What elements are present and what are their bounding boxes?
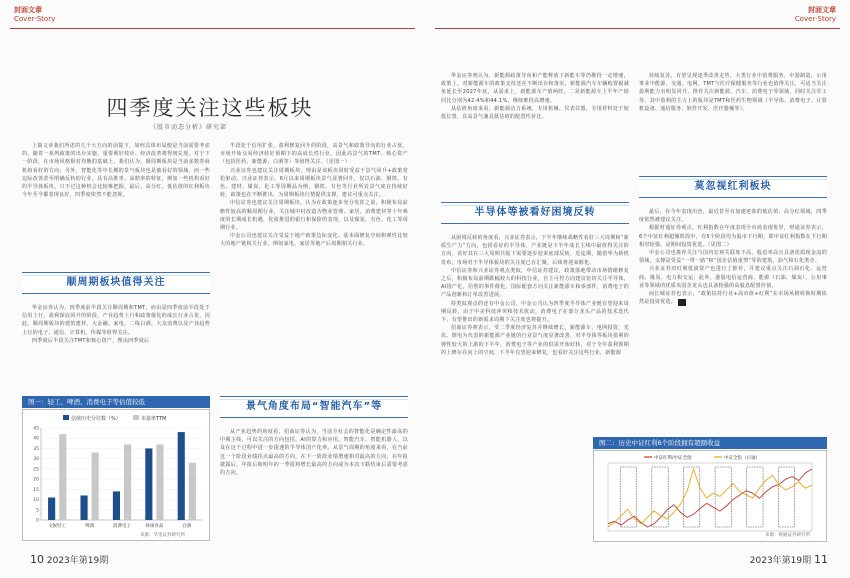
page-number: 11 xyxy=(814,553,828,566)
bar xyxy=(189,463,196,520)
y-tick-label: 5 xyxy=(36,508,39,514)
paragraph: 持续复苏，有望呈现逐季改善走势，大类行业中消费服务，中游制造，公用事业中能源、交通、电网，TMT与医疗保健服务等行业也值得关注，可适当关注盈利能力有明显回升，推荐关注新能源、汽车、消费电子等领域，同时关注军工等，其中盈利的主力上的板块是TMT和医药生物领域（半导体、消费电子、计算机设备、通信服务、软件开发、医疗器械等）。 xyxy=(639,73,827,112)
series-line xyxy=(608,469,812,527)
paragraph: 招商证券则表示，受二季度经济复苏并继续增长，新能源车，电网投资，光伏、锂电为代表的新能源产业链的行业景气度显著改善，对半导体等板块盈利的弹性较大的上游的下半年，消费电子等产业的供需开始好转，对于全年盈利预期的上修存在向上的空间，下半年有望迎来修复，也看好关注这些行业，新能源 xyxy=(441,325,629,356)
column-1-lower xyxy=(22,304,210,389)
figure-1-chart xyxy=(22,409,210,541)
paragraph: 兴业证券对红利低波资产也进行了推荐，并建议重点关注石油石化、运营商、煤炭、电力和交运；此外，港股电信运营商、能源（石油、煤炭）、公用事业等领域的优质央国企龙头也具备较强的高股息配置价值。 xyxy=(639,266,827,289)
end-mark: A xyxy=(678,299,686,306)
paragraph: 中信证券也建议关注周期板块，认为在政策逐步充分发挥之前，积极布局前瞻性较高的顺周期行业，关注城中村改造为物业管理、家居、消费建材等十年难度的长期成长机遇，化债推进的银行和保险的表现，以及煤炭、有色、化工等周期行业。 xyxy=(220,200,408,232)
paragraph: 从产业趋势的角度看，招商证券认为，当前全社会的智能化是确定性最高的中期主线，可以关注的方向包括，AI的算力和应用、智能汽车、智能机器人，以及在这个过程中进一步提速的半导体国产化率。从景气周期的角度来看，在当前这一个阶段业绩拐点最高的方向，在下一阶段业绩增速相对最高的方向，在年报披露后，年报后和明年的一季报将增长最高的方向或为本次下跌结束后需要考虑的方向。 xyxy=(220,429,408,477)
figure-2-chart xyxy=(593,450,827,542)
figure-1-source: 来源：华金证券研究所 xyxy=(140,533,185,538)
y-tick-label: 45 xyxy=(33,426,39,432)
right-page xyxy=(425,0,850,578)
issue-label: 2023年第19期 xyxy=(46,556,109,566)
highlight-period xyxy=(778,467,794,527)
legend-label: 中证全指（右轴） xyxy=(724,456,760,461)
section-heading: 半导体等被看好困境反转 xyxy=(441,202,629,224)
legend-label: 中证红利/中证全指 xyxy=(654,456,692,461)
article-byline: 《股市动态分析》研究部 xyxy=(150,124,228,131)
figure-2-source: 来源：财通证券研究所 xyxy=(765,533,810,538)
paragraph: 从估值角度来看，新能源动力系统，专用机械、仪表仪器，专用材料处于较低位置，具高景气兼具低估值的配置性价比。 xyxy=(441,105,629,121)
highlight-period xyxy=(715,467,731,527)
line-chart xyxy=(594,451,826,541)
x-tick-label: 消费电子 xyxy=(113,524,131,529)
x-tick-label: 啤酒 xyxy=(85,524,95,529)
paragraph: 持类似观点的还有中金公司，中金公司认为四季度半导体产业链有望迎来周期反转，由于中美科技冲突和技术扰动，消费电子在部分龙头产品的技术迭代下，有望推出的新需求周期下关注度也将提升。 xyxy=(441,300,629,324)
x-tick-label: 文娱轻工 xyxy=(48,524,67,529)
column-2-lower xyxy=(220,428,408,538)
legend-label: 估值历史分位数（%） xyxy=(71,416,121,422)
bar xyxy=(92,453,99,520)
y-tick-label: 20 xyxy=(33,477,39,483)
header-rule xyxy=(435,28,840,29)
paragraph: 最后，在今年表现出色，最近甚至有加速迹象的低估值、高分红领域，四季度依然被建议关注。 xyxy=(639,209,827,224)
section-name-en: Cover·Story xyxy=(14,15,56,23)
y-tick-label: 35 xyxy=(33,446,39,452)
paragraph: 中金公司也建议关注受益于地产政策边际变化、基本面修复空间和弹性比较大的地产链相关行业，例如家电、家居等地产后周期相关行业。 xyxy=(220,233,408,248)
figure-2-title: 图二：历史中证红利6个阶段拥有超额收益 xyxy=(593,437,827,449)
bar xyxy=(156,444,163,520)
paragraph: 华金证券认为，四季度前半段关注顺周期和TMT，而由是四季度前半段处于信用上行、盈利探底回升的阶段，产业趋势上行和政策催化的成长行业占优，因此，顺周期板块的建筑建材、大金融、家电、二线白酒、大众消费以及产业趋势上行的电子、通信、计算机、传媒等值得关注。 xyxy=(22,305,210,336)
series-line xyxy=(608,469,812,527)
column-3 xyxy=(441,72,629,182)
issue-label: 2023年第19期 xyxy=(749,556,812,566)
section-name: 封面文章 xyxy=(808,6,836,14)
bar xyxy=(124,444,131,520)
y-tick-label: 15 xyxy=(33,487,39,493)
bar xyxy=(145,448,152,520)
column-4-lower xyxy=(639,208,827,428)
paragraph-text: 而长城证券也表示，“政策扶持行业+高市值+红利”在市场风格转换时期依然是投资优选。 xyxy=(639,291,827,306)
section-heading: 景气角度布局“智能汽车”等 xyxy=(220,396,408,418)
paragraph: 中信证券和兴业证券观点类似，中信证券建议，政策落地带动市场情绪修复之后，积极布局前期跌幅较大的科技行业，自主可控方向建议密切关注半导体，AI国产化，信创的事件催化，国际配套方向关注新能源车和零部件，消费电子的产品创新和订单改善进展。 xyxy=(441,267,629,299)
figure-1-title: 图一：轻工、啤酒、消费电子等估值较低 xyxy=(22,396,210,408)
paragraph: 从困境反转的角度看，兴业证券表示，下半年继续战略性看好三大周期和“新质生产力”方向，包括看好的半导体，产业链是下半年成长主线中最值得关注的方向，看好其在三大周期共振下需要逐步迎来底部反转，近迄期，随着华为新机发布，市场对于半导体板块的关注度已在汇聚，后续将迎来催化。 xyxy=(441,235,629,266)
y-tick-label: 10 xyxy=(33,498,39,504)
legend-swatch xyxy=(63,415,69,420)
bar xyxy=(59,434,66,520)
y-tick-label: 30 xyxy=(33,457,39,463)
x-tick-label: 休闲食品 xyxy=(145,524,164,529)
bar xyxy=(48,498,55,520)
bar-chart xyxy=(23,410,209,540)
paragraph: 兴业证券也建议关注周期板块，理由是该板块同时受益于景气回升+政策宽松驱动。兴业证券表示，6月以来周期板块景气显著回升，仅以石油、钢铁、有色、建材、煤炭、化工等周期品为例，钢铁、有色等行业所处景气度在持续好转，政策也在不断推出，为周期板块行情提供支撑，建议可重点关注。 xyxy=(220,167,408,199)
bar xyxy=(80,495,87,520)
x-tick-label: 白酒 xyxy=(182,524,192,529)
page-header-left xyxy=(14,6,55,24)
header-rule xyxy=(10,28,415,29)
paragraph xyxy=(639,290,827,306)
page-number: 10 xyxy=(30,553,44,566)
page-footer-left xyxy=(30,553,108,566)
paragraph: 华金证券则认为，新能源政策导向和产能释放下新能车等仍维持一定增速，政策上，对新能源车的政策支持还在不断出台和落实，新能源汽车车辆购置税减免延长至2027年底，从需求上，新能源车产销两旺，二是新能源车上半年产销同比分别为42.4%和44.1%，继续维持高增速。 xyxy=(441,73,629,104)
legend-swatch xyxy=(133,415,139,420)
legend-label: 市盈率TTM xyxy=(141,416,167,422)
section-name-en: Cover·Story xyxy=(794,15,836,23)
y-tick-label: 40 xyxy=(33,436,39,442)
paragraph: 根据财通证券观点，红利指数在年度表现全市场表现优异，财通证券表示，6个中证红利超额阶段中，有5个阶段均为股市下行期，即中证红利指数在下行期相对较强，是期间投资优选。（见图二） xyxy=(639,225,827,248)
paragraph: 上篇文章我们所述的几个大方向的前提下，如何具体布局便是当前需要考虑的。随着一系列政策的出台实施，重要利好效应、经济改善将得到兑现。对于下一阶段，在市场风格相对均衡的基础上，我们认为，顺周期板块是当前多数券商机构看好的方向；另外，智能化等中长期的景气板块也是被看好的领域，而一些边际改善甚至明确反转的行业，具有高胜率、高赔率的特征，例如一些机构看好的半导体板块，只不过这种机会比较难把握，最后，高分红、低估值的红利板块今年至今都表现良好，四季度依然不能忽视。 xyxy=(22,143,210,199)
y-tick-label: 25 xyxy=(33,467,39,473)
paragraph: 半段处于信用扩张、盈利修复回升的阶段，高景气和政策导向的行业占优，市场开始交易经济转好预期下的高成长性行业，因此高景气的TMT、核心资产（包括医药、新能源、白酒等）等值得关注。（见图一） xyxy=(220,143,408,166)
section-heading: 顺周期板块值得关注 xyxy=(22,272,210,294)
page-footer-right xyxy=(750,553,828,566)
bar xyxy=(113,491,120,520)
section-heading: 莫忽视红利板块 xyxy=(639,176,827,198)
bar xyxy=(178,432,185,520)
article-title: 四季度关注这些板块 xyxy=(106,96,314,120)
paragraph: 四季度后半段关注TMT和核心资产，理由四季度后 xyxy=(32,337,150,344)
y-tick-label: 0 xyxy=(36,518,39,524)
paragraph: 中金公司也推荐关注与国内宏观关联度不高、股息率高且具备优质现金流的领域，支撑是受益“一带一路”和“国企估值重塑”等的建筑、油气和石化类企。 xyxy=(639,250,827,265)
column-4 xyxy=(639,72,827,172)
section-name: 封面文章 xyxy=(14,6,42,14)
page-header-right xyxy=(795,6,836,24)
